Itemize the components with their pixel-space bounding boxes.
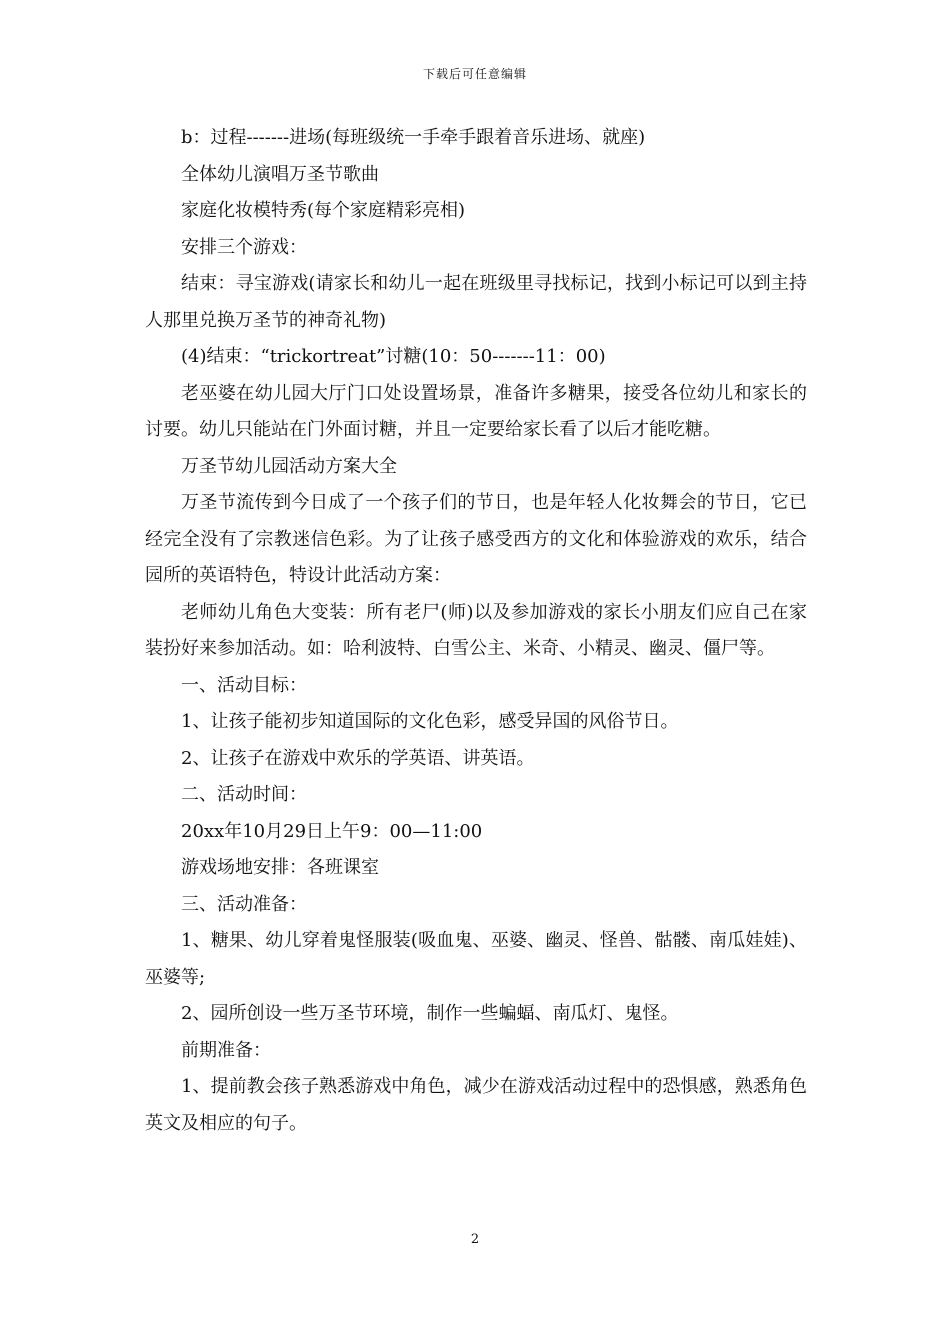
list-item: 1、糖果、幼儿穿着鬼怪服装(吸血鬼、巫婆、幽灵、怪兽、骷髅、南瓜娃娃)、巫婆等; xyxy=(145,930,807,988)
list-item: 1、提前教会孩子熟悉游戏中角色，减少在游戏活动过程中的恐惧感，熟悉角色英文及相应的句子。 xyxy=(145,1076,807,1134)
paragraph: 家庭化妆模特秀(每个家庭精彩亮相) xyxy=(181,200,466,221)
page-number: 2 xyxy=(470,1232,480,1247)
section-heading: 三、活动准备： xyxy=(181,893,307,915)
paragraph: 全体幼儿演唱万圣节歌曲 xyxy=(181,163,379,185)
paragraph: b：过程-------进场(每班级统一手牵手跟着音乐进场、就座) xyxy=(181,127,646,148)
list-item: 2、园所创设一些万圣节环境，制作一些蝙蝠、南瓜灯、鬼怪。 xyxy=(181,1003,679,1024)
paragraph: (4)结束：“trickortreat”讨糖(10：50-------11：00) xyxy=(181,346,606,367)
paragraph: 结束：寻宝游戏(请家长和幼儿一起在班级里寻找标记，找到小标记可以到主持人那里兑换万圣节的神奇礼物) xyxy=(145,273,807,331)
page-header: 下载后可任意编辑 xyxy=(422,67,527,81)
paragraph: 20xx年10月29日上午9：00—11:00 xyxy=(181,820,483,842)
section-title: 万圣节幼儿园活动方案大全 xyxy=(181,455,397,477)
section-heading: 前期准备： xyxy=(181,1039,271,1061)
section-heading: 一、活动目标： xyxy=(181,674,307,696)
paragraph: 游戏场地安排：各班课室 xyxy=(181,857,379,878)
section-heading: 二、活动时间： xyxy=(181,784,307,805)
document-body xyxy=(145,120,807,1142)
list-item: 1、让孩子能初步知道国际的文化色彩，感受异国的风俗节日。 xyxy=(181,711,679,732)
paragraph: 安排三个游戏： xyxy=(181,236,307,258)
paragraph: 老巫婆在幼儿园大厅门口处设置场景，准备许多糖果，接受各位幼儿和家长的讨要。幼儿只能站在门外面讨糖，并且一定要给家长看了以后才能吃糖。 xyxy=(145,382,807,440)
list-item: 2、让孩子在游戏中欢乐的学英语、讲英语。 xyxy=(181,747,535,769)
paragraph: 万圣节流传到今日成了一个孩子们的节日，也是年轻人化妆舞会的节日，它已经完全没有了宗教迷信色彩。为了让孩子感受西方的文化和体验游戏的欢乐，结合园所的英语特色，特设计此活动方案： xyxy=(145,492,807,586)
paragraph: 老师幼儿角色大变装：所有老尸(师)以及参加游戏的家长小朋友们应自己在家装扮好来参加活动。如：哈利波特、白雪公主、米奇、小精灵、幽灵、僵尸等。 xyxy=(145,601,807,659)
